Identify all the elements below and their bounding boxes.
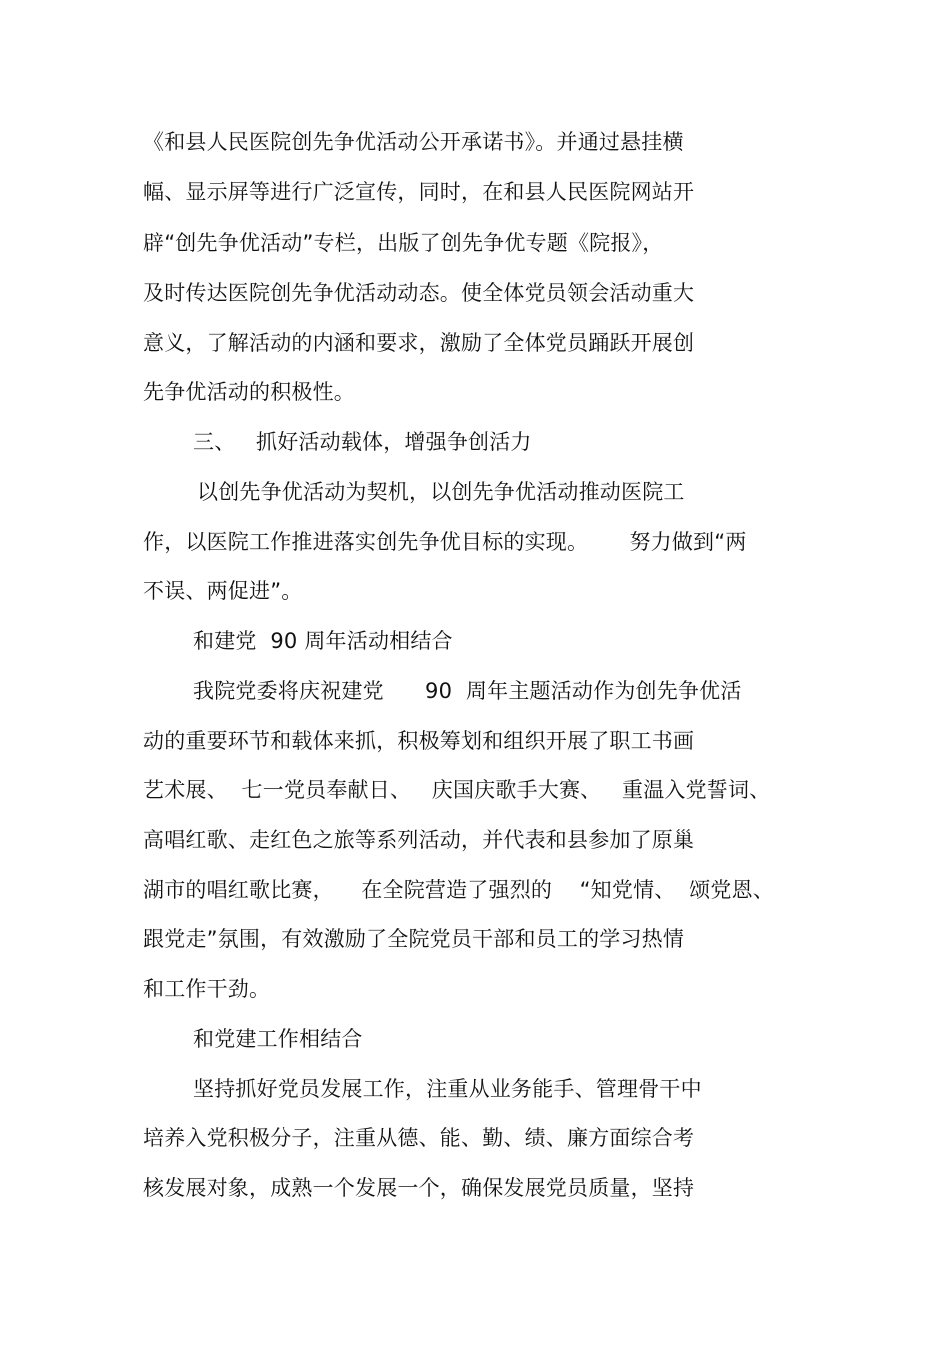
text-line-22: 核发展对象，成熟一个发展一个，确保发展党员质量，坚持 [143,1176,695,1200]
text-line-15: 高唱红歌、走红色之旅等系列活动，并代表和县参加了原巢 [143,828,695,852]
text-line-4: 及时传达医院创先争优活动动态。使全体党员领会活动重大 [143,281,695,305]
text-line-16: 湖市的唱红歌比赛， 在全院营造了强烈的 “知党情、 颂党恩、 [143,878,775,902]
text-line-10: 不误、两促进”。 [143,579,303,603]
text-line-20: 坚持抓好党员发展工作，注重从业务能手、管理骨干中 [193,1077,702,1101]
text-line-14: 艺术展、 七一党员奉献日、 庆国庆歌手大赛、 重温入党誓词、 [143,778,771,802]
subheading-party-90: 和建党 90 周年活动相结合 [193,629,453,653]
text-line-21: 培养入党积极分子，注重从德、能、勤、绩、廉方面综合考 [143,1126,695,1150]
text-line-18: 和工作干劲。 [143,977,271,1001]
text-line-6: 先争优活动的积极性。 [143,380,355,404]
text-line-12: 我院党委将庆祝建党 90 周年主题活动作为创先争优活 [193,679,742,703]
text-line-17: 跟党走”氛围，有效激励了全院党员干部和员工的学习热情 [143,927,685,951]
section-heading-3: 三、 抓好活动载体，增强争创活力 [193,430,532,454]
text-line-3: 辟“创先争优活动”专栏，出版了创先争优专题《院报》， [143,231,664,255]
text-line-9: 作，以医院工作推进落实创先争优目标的实现。 努力做到“两 [143,530,747,554]
text-line-1: 《和县人民医院创先争优活动公开承诺书》。并通过悬挂横 [143,130,684,154]
text-line-2: 幅、显示屏等进行广泛宣传，同时，在和县人民医院网站开 [143,180,695,204]
text-line-5: 意义，了解活动的内涵和要求，激励了全体党员踊跃开展创 [143,331,695,355]
text-line-13: 动的重要环节和载体来抓，积极筹划和组织开展了职工书画 [143,729,695,753]
text-line-8: 以创先争优活动为契机，以创先争优活动推动医院工 [197,480,685,504]
subheading-party-building: 和党建工作相结合 [193,1027,363,1051]
